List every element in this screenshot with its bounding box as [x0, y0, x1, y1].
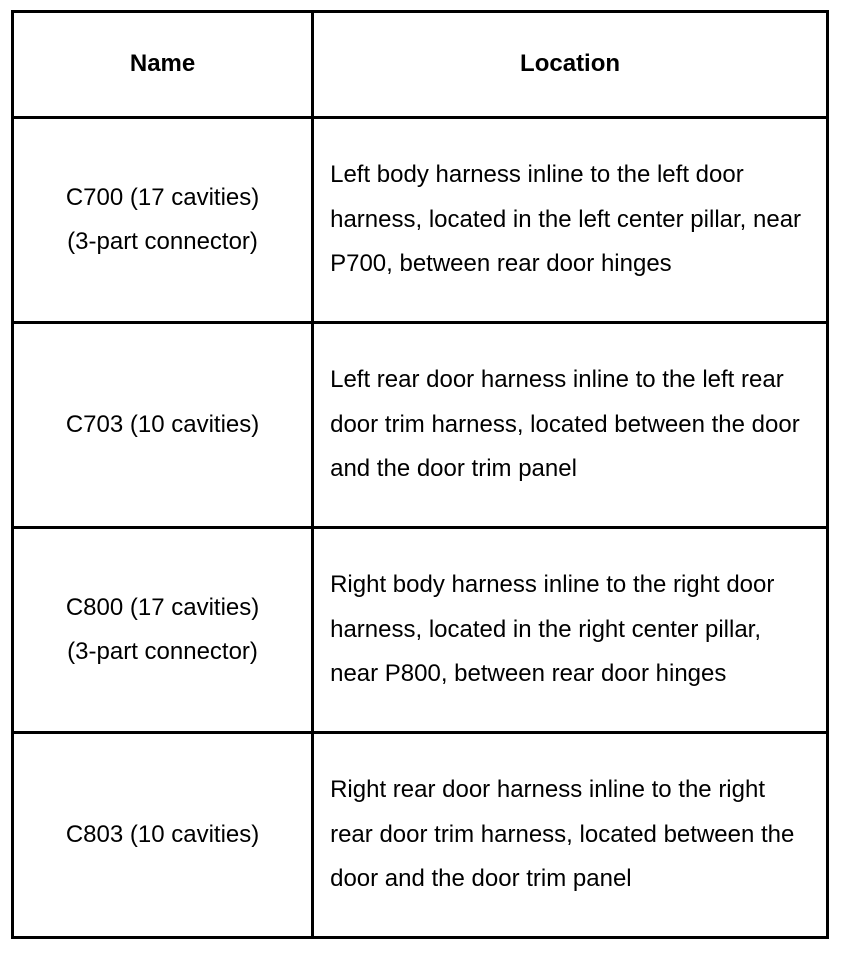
connector-name: C700 (17 cavities) [65, 183, 260, 211]
name-column-header: Name [13, 12, 313, 118]
connector-location-table [11, 10, 829, 939]
connector-name-cell [13, 118, 313, 323]
connector-location-cell: Right body harness inline to the right door harness, located in the right center pillar, near P800, between rear door hinges [313, 528, 828, 733]
connector-name: C803 (10 cavities) [65, 820, 260, 848]
connector-note: (3-part connector) [67, 228, 258, 255]
connector-location-cell: Left body harness inline to the left door harness, located in the left center pillar, near P700, between rear door hinges [313, 118, 828, 323]
connector-name-cell [13, 733, 313, 938]
connector-name-cell [13, 323, 313, 528]
table-row [13, 118, 828, 323]
connector-note: (3-part connector) [67, 638, 258, 665]
connector-name: C800 (17 cavities) [65, 593, 260, 621]
connector-name-cell [13, 528, 313, 733]
table-row [13, 528, 828, 733]
table-row [13, 323, 828, 528]
connector-location-cell: Left rear door harness inline to the left rear door trim harness, located between the door and the door trim panel [313, 323, 828, 528]
connector-name: C703 (10 cavities) [65, 410, 260, 438]
table-header-row [13, 12, 828, 118]
table-row [13, 733, 828, 938]
location-column-header: Location [313, 12, 828, 118]
connector-location-cell: Right rear door harness inline to the right rear door trim harness, located between the door and the door trim panel [313, 733, 828, 938]
